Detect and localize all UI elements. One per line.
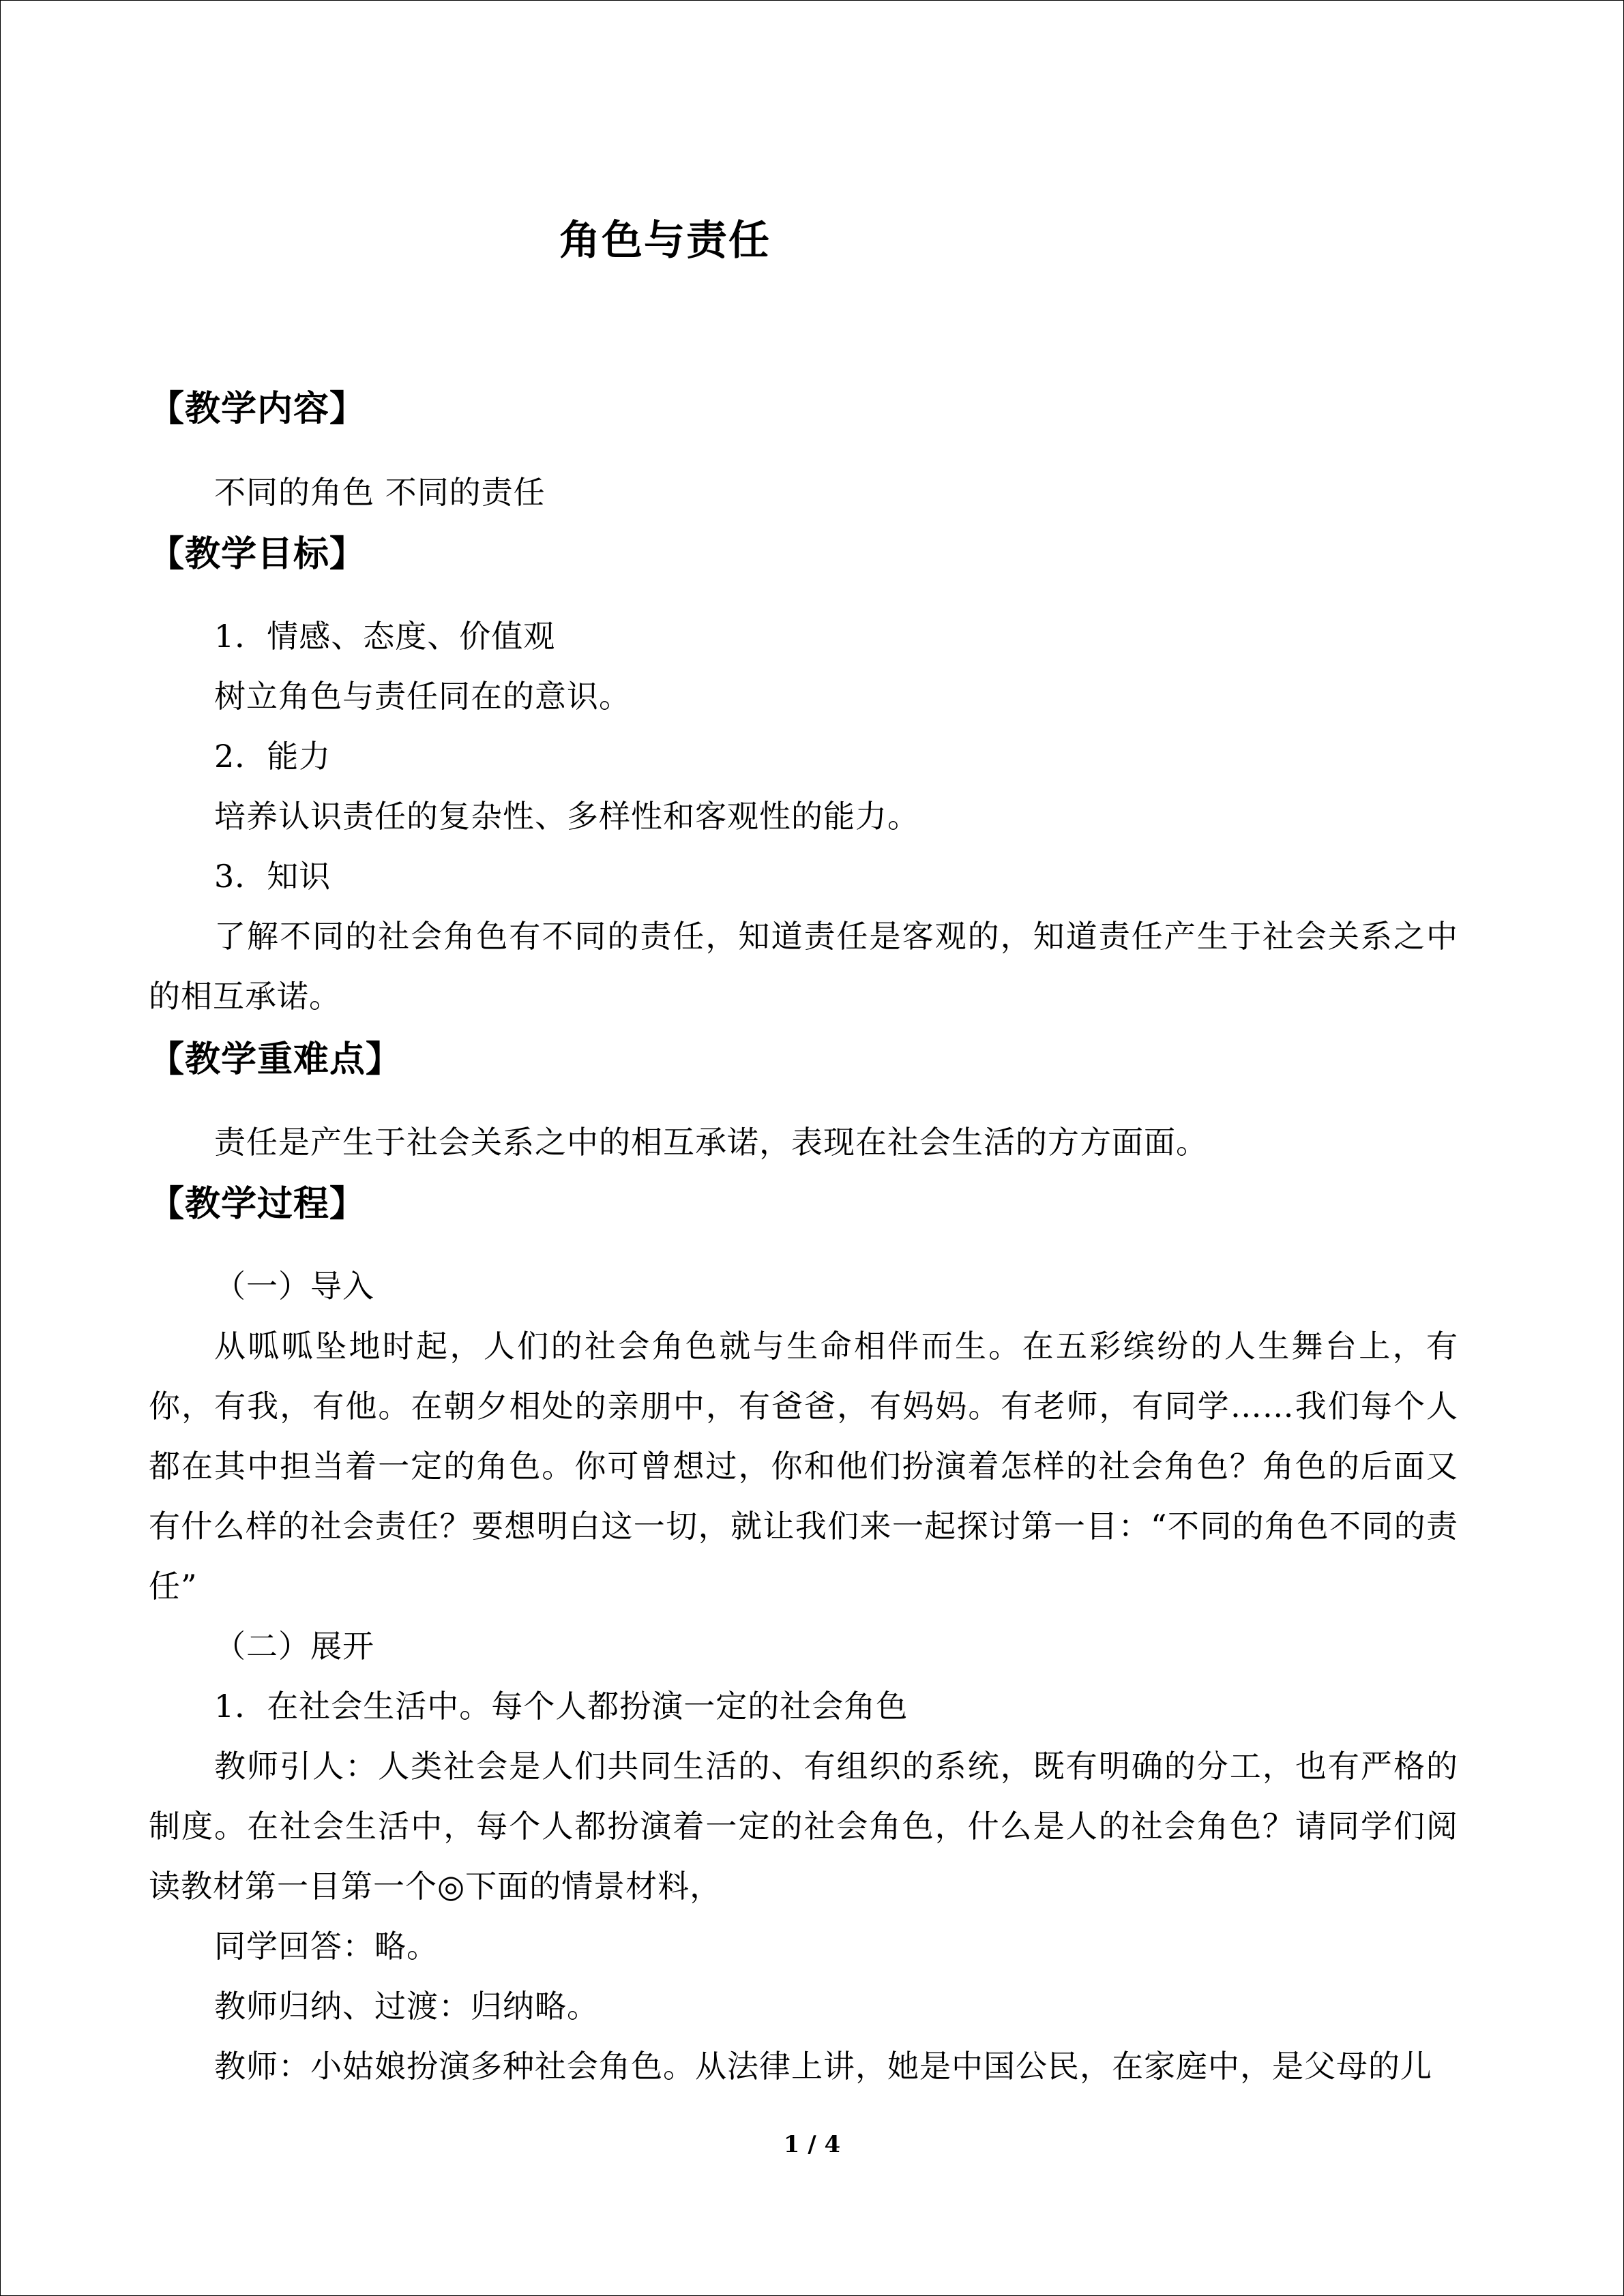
goal-item-3-text: 了解不同的社会角色有不同的责任，知道责任是客观的，知道责任产生于社会关系之中的相互承诺。 <box>149 918 1458 1015</box>
section-heading-content: 【教学内容】 <box>149 388 366 430</box>
goal-item-3-label: 3．知识 <box>214 858 331 895</box>
goal-item-2-text: 培养认识责任的复杂性、多样性和客观性的能力。 <box>214 798 919 835</box>
goal-item-1-text: 树立角色与责任同在的意识。 <box>214 678 631 715</box>
section-heading-goals: 【教学目标】 <box>149 533 366 575</box>
process-part-1-text: 从呱呱坠地时起，人们的社会角色就与生命相伴而生。在五彩缤纷的人生舞台上，有你，有我，有他。在朝夕相处的亲朋中，有爸爸，有妈妈。有老师，有同学……我们每个人都在其中担当着一定的角色。你可曾想过，你和他们扮演着怎样的社会角色？角色的后面又有什么样的社会责任？要想明白这一切，就让我们来一起探讨第一目：“不同的角色不同的责任” <box>149 1328 1458 1605</box>
teacher-text: 教师：小姑娘扮演多种社会角色。从法律上讲，她是中国公民，在家庭中，是父母的儿 <box>214 2048 1432 2085</box>
teacher-intro-text: 教师引人：人类社会是人们共同生活的、有组织的系统，既有明确的分工，也有严格的制度。在社会生活中，每个人都扮演着一定的社会角色，什么是人的社会角色？请同学们阅读教材第一目第一个◎下面的情景材料， <box>149 1748 1458 1905</box>
key-points-text: 责任是产生于社会关系之中的相互承诺，表现在社会生活的方方面面。 <box>214 1124 1208 1161</box>
goal-item-1-label: 1．情感、态度、价值观 <box>214 618 556 655</box>
teacher-summary-text: 教师归纳、过渡：归纳略。 <box>214 1988 599 2025</box>
page-number: 1 / 4 <box>783 2131 841 2158</box>
section-heading-process: 【教学过程】 <box>149 1183 366 1225</box>
document-title: 角色与责任 <box>559 217 771 265</box>
process-part-2-label: （二）展开 <box>214 1628 374 1665</box>
content-text: 不同的角色 不同的责任 <box>214 474 546 511</box>
student-answer-text: 同学回答：略。 <box>214 1928 439 1965</box>
process-part-1-label: （一）导入 <box>214 1268 374 1304</box>
goal-item-2-label: 2．能力 <box>214 738 331 775</box>
section-heading-key-points: 【教学重难点】 <box>149 1039 402 1080</box>
process-point-1: 1．在社会生活中。每个人都扮演一定的社会角色 <box>214 1688 909 1725</box>
